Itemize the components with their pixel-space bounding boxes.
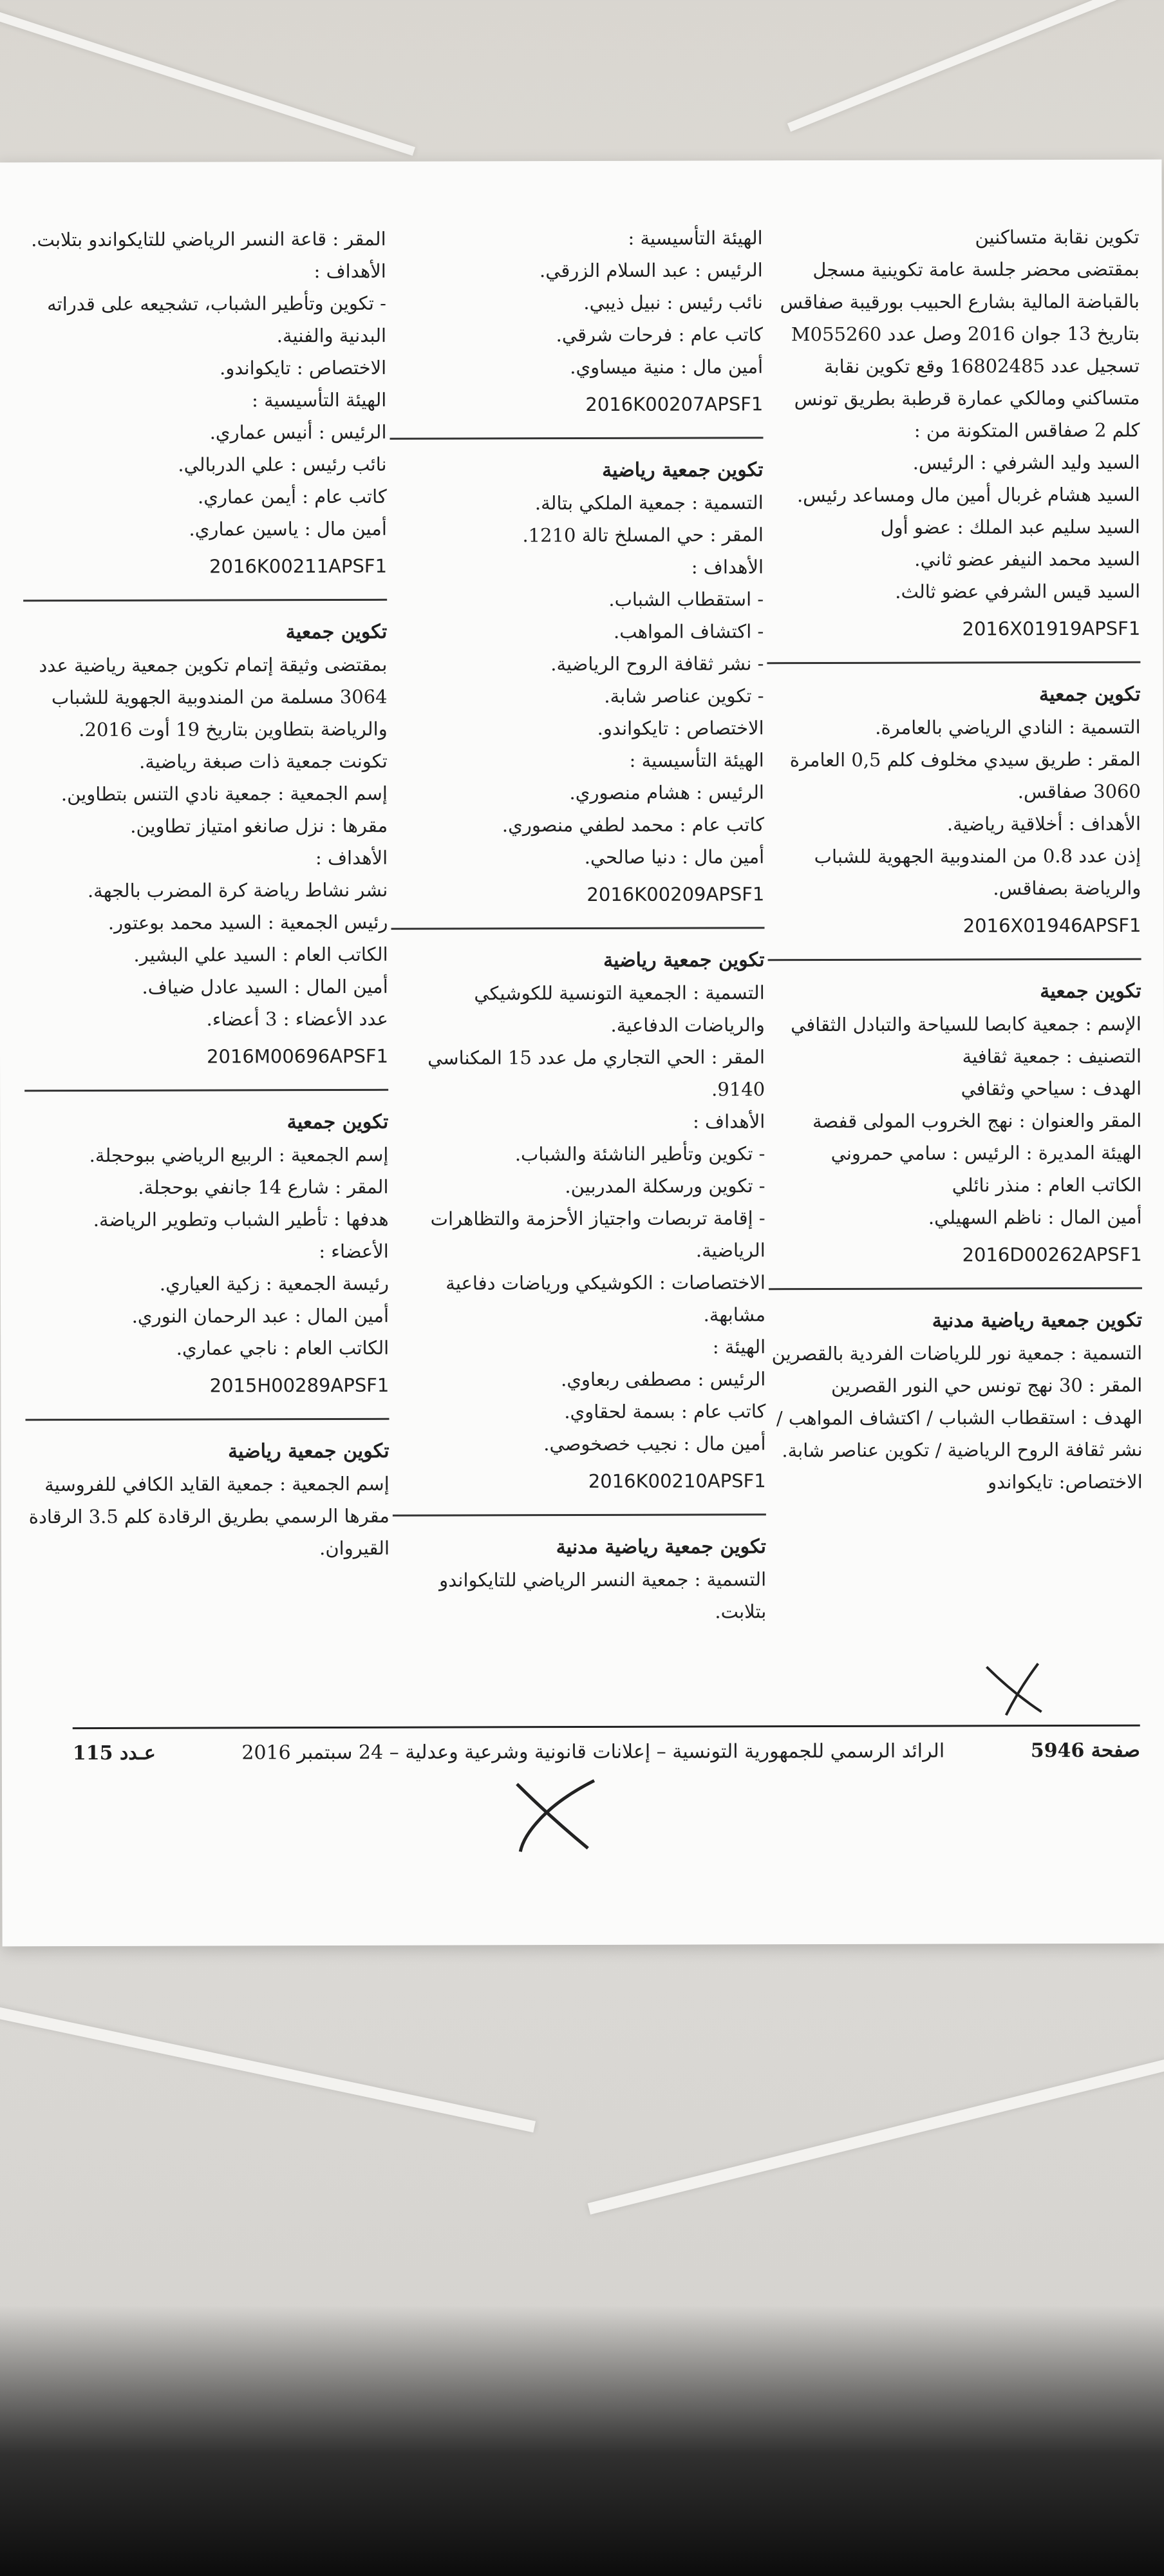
- reference-code: 2016K00211APSF1: [209, 554, 388, 578]
- reference-code: 2016K00210APSF1: [588, 1470, 766, 1492]
- notice-line: بمقتضى وثيقة إتمام تكوين جمعية رياضية عدد 3064 مسلمة من المندوبية الجهوية للشباب والرياضة بتطاوين بتاريخ 19 أوت 2016.: [39, 653, 388, 741]
- notice-line: إسم الجمعية : جمعية نادي التنس بتطاوين.: [61, 782, 388, 806]
- section-divider: [769, 1287, 1142, 1291]
- notice-line: أمين مال : نجيب خصخوصي.: [543, 1432, 766, 1455]
- notice-line: كاتب عام : محمد لطفي منصوري.: [502, 813, 765, 837]
- reference-code: 2016K00209APSF1: [587, 883, 765, 905]
- section-divider: [25, 1418, 389, 1421]
- notice-line: التسمية : جمعية الملكي بتالة.: [534, 491, 764, 515]
- notice-line: نائب رئيس : علي الدربالي.: [178, 453, 387, 476]
- notice-line: هدفها : تأطير الشباب وتطوير الرياضة.: [93, 1208, 389, 1231]
- notice-line: كاتب عام : بسمة لحقاوي.: [564, 1400, 766, 1423]
- notice-line: الرئيس : عبد السلام الزرقي.: [539, 259, 763, 282]
- section-divider: [393, 1513, 766, 1517]
- notice-line: الكاتب العام : منذر نائلي: [952, 1173, 1142, 1197]
- notice-line: السيد قيس الشرفي عضو ثالث.: [895, 580, 1141, 603]
- notice-line: أمين مال : منية ميساوي.: [570, 355, 764, 379]
- notice-line: الهدف : استقطاب الشباب / اكتشاف المواهب / نشر ثقافة الروح الرياضية / تكوين عناصر شابة.: [776, 1406, 1143, 1462]
- notice-line: المقر : الحي التجاري مل عدد 15 المكناسي 9140.: [427, 1046, 765, 1101]
- notice-line: أمين مال : دنيا صالحي.: [584, 846, 765, 868]
- section-divider: [23, 599, 387, 601]
- right-column: [766, 221, 1143, 1499]
- notice-line: عدد الأعضاء : 3 أعضاء.: [206, 1007, 388, 1030]
- notice-line: أمين المال : ناظم السهيلي.: [928, 1206, 1142, 1229]
- notice-line: الهيئة التأسيسية :: [252, 388, 387, 412]
- notice-line: السيد هشام غربال أمين مال ومساعد رئيس.: [796, 483, 1140, 507]
- section-heading: تكوين جمعية رياضية: [227, 1439, 390, 1463]
- notice-line: كاتب عام : فرحات شرقي.: [556, 323, 764, 346]
- notice-line: الهدف : سياحي وثقافي: [961, 1077, 1142, 1100]
- section-divider: [768, 958, 1141, 961]
- notice-line: الهيئة التأسيسية :: [628, 227, 763, 249]
- notice-line: الكاتب العام : السيد علي البشير.: [133, 943, 388, 966]
- notice-line: مقرها : نزل صانغو امتياز تطاوين.: [130, 814, 388, 837]
- notice-line: إذن عدد 0.8 من المندوبية الجهوية للشباب والرياضة بصفاقس.: [814, 844, 1141, 900]
- page-footer: [73, 1731, 1140, 1772]
- notice-line: الأهداف : أخلاقية رياضية.: [946, 812, 1141, 835]
- reference-code: 2016M00696APSF1: [207, 1045, 389, 1068]
- section-heading: تكوين جمعية رياضية مدنية: [932, 1309, 1143, 1332]
- floor-tile: [0, 2001, 536, 2133]
- reference-code: 2016D00262APSF1: [962, 1243, 1142, 1266]
- notice-line: الرئيس : أنيس عماري.: [209, 421, 387, 444]
- notice-line: التسمية : الجمعية التونسية للكوشيكي والرياضات الدفاعية.: [474, 981, 765, 1036]
- journal-title: الرائد الرسمي للجمهورية التونسية – إعلانات قانونية وشرعية وعدلية – 24 سبتمبر 2016: [241, 1739, 945, 1764]
- floor-tile: [0, 8, 415, 156]
- notice-line: - تكوين وتأطير الناشئة والشباب.: [514, 1142, 765, 1166]
- section-heading: تكوين جمعية رياضية: [602, 459, 764, 482]
- notice-line: أمين مال : ياسين عماري.: [189, 517, 387, 540]
- section-heading: تكوين جمعية: [1040, 980, 1141, 1003]
- reference-code: 2016K00207APSF1: [585, 393, 764, 415]
- notice-line: المقر : 30 نهج تونس حي النور القصرين: [831, 1374, 1143, 1397]
- notice-line: - تكوين ورسكلة المدربين.: [565, 1175, 765, 1198]
- section-heading: تكوين جمعية: [286, 1110, 389, 1134]
- notice-line: الكاتب العام : ناجي عماري.: [176, 1336, 390, 1359]
- gazette-page: [0, 160, 1164, 1947]
- notice-line: الأعضاء :: [319, 1240, 389, 1263]
- section-heading: تكوين جمعية: [285, 620, 388, 644]
- section-divider: [390, 437, 763, 440]
- notice-line: الإسم : جمعية كابصا للسياحة والتبادل الثقافي: [791, 1012, 1141, 1036]
- notice-line: - نشر ثقافة الروح الرياضية.: [550, 652, 764, 676]
- notice-line: كاتب عام : أيمن عماري.: [197, 485, 387, 508]
- page-number: صفحة 5946: [1030, 1739, 1140, 1762]
- notice-line: - اكتشاف المواهب.: [613, 620, 764, 643]
- notice-line: الرئيس : مصطفى ربعاوي.: [561, 1368, 766, 1391]
- footer-rule: [73, 1725, 1140, 1729]
- notice-line: إسم الجمعية : الربيع الرياضي ببوحجلة.: [89, 1143, 389, 1167]
- notice-line: المقر : قاعة النسر الرياضي للتايكواندو بتلابت.: [31, 227, 386, 251]
- notice-line: الهيئة المديرة : الرئيس : سامي حمروني: [831, 1141, 1142, 1164]
- notice-line: السيد وليد الشرفي : الرئيس.: [912, 451, 1140, 474]
- notice-line: نشر نشاط رياضة كرة المضرب بالجهة.: [87, 878, 388, 902]
- handwritten-x-mark: [504, 1771, 601, 1855]
- notice-line: - استقطاب الشباب.: [608, 588, 764, 611]
- issue-number: عـدد 115: [72, 1741, 156, 1765]
- notice-line: - تكوين عناصر شابة.: [604, 685, 764, 707]
- notice-line: المقر : شارع 14 جانفي بوحجلة.: [138, 1175, 389, 1198]
- notice-line: الأهداف :: [314, 260, 386, 283]
- section-heading: تكوين جمعية رياضية: [603, 949, 765, 972]
- notice-line: التسمية : جمعية نور للرياضات الفردية بالقصرين: [771, 1341, 1143, 1365]
- notice-line: التسمية : النادي الرياضي بالعامرة.: [875, 715, 1141, 739]
- notice-line: أمين المال : عبد الرحمان النوري.: [131, 1304, 390, 1327]
- section-heading: تكوين جمعية: [1038, 683, 1141, 706]
- notice-line: الأهداف :: [693, 1110, 765, 1133]
- notice-line: المقر : حي المسلخ تالة 1210.: [522, 524, 764, 547]
- notice-line: السيد سليم عبد الملك : عضو أول: [880, 515, 1140, 538]
- notice-line: الاختصاص : تايكواندو.: [220, 356, 387, 379]
- notice-line: رئيس الجمعية : السيد محمد بوعتور.: [108, 911, 388, 934]
- notice-line: نائب رئيس : نبيل ذيبي.: [583, 291, 763, 314]
- notice-line: الاختصاص : تايكواندو.: [597, 717, 764, 739]
- notice-line: المقر والعنوان : نهج الخروب المولى قفصة: [812, 1109, 1142, 1133]
- notice-line: رئيسة الجمعية : زكية العياري.: [159, 1272, 389, 1295]
- notice-line: الرئيس : هشام منصوري.: [569, 781, 764, 804]
- notice-line: مقرها الرسمي بطريق الرقادة كلم 3.5 الرقادة القيروان.: [28, 1504, 390, 1560]
- notice-line: بمقتضى محضر جلسة عامة تكوينية مسجل بالقباضة المالية بشارع الحبيب بورقيبة صفاقس بتاريخ 13 جوان 2016 وصل عدد M055260 تسجيل عدد 16802485 وقع تكوين نقابة متساكني ومالكي عمارة قرطبة بطريق تونس كلم 2 صفاقس المتكونة من :: [780, 258, 1140, 442]
- floor-shadow: [0, 2306, 1164, 2576]
- floor-tile: [787, 0, 1164, 132]
- notice-line: الهيئة التأسيسية :: [629, 749, 764, 772]
- reference-code: 2015H00289APSF1: [209, 1374, 390, 1397]
- notice-line: المقر : طريق سيدي مخلوف كلم 0,5 العامرة 3060 صفاقس.: [789, 748, 1141, 803]
- notice-line: التسمية : جمعية النسر الرياضي للتايكواندو بتلابت.: [439, 1568, 767, 1623]
- section-heading: تكوين جمعية رياضية مدنية: [556, 1535, 767, 1559]
- notice-line: الاختصاصات : الكوشيكي ورياضات دفاعية مشابهة.: [446, 1271, 766, 1326]
- notice-line: التصنيف : جمعية ثقافية: [962, 1045, 1142, 1068]
- notice-line: أمين المال : السيد عادل ضياف.: [142, 975, 388, 998]
- notice-line: الأهداف :: [691, 556, 764, 578]
- floor-tile: [588, 2047, 1164, 2214]
- reference-code: 2016X01946APSF1: [962, 914, 1141, 937]
- section-divider: [767, 661, 1140, 665]
- notice-line: الهيئة :: [712, 1336, 766, 1358]
- notice-line: - إقامة تربصات واجتياز الأحزمة والتظاهرات الرياضية.: [430, 1207, 765, 1262]
- middle-column: [390, 222, 767, 1629]
- notice-line: تكونت جمعية ذات صبغة رياضية.: [139, 750, 388, 773]
- section-divider: [24, 1089, 388, 1092]
- handwritten-x-mark: [980, 1660, 1051, 1718]
- reference-code: 2016X01919APSF1: [962, 617, 1141, 640]
- notice-line: الاختصاص: تايكواندو: [988, 1470, 1143, 1493]
- notice-line: - تكوين وتأطير الشباب، تشجيعه على قدراته البدنية والفنية.: [47, 292, 387, 347]
- notice-line: السيد محمد النيفر عضو ثاني.: [914, 547, 1141, 571]
- notice-line: الأهداف :: [315, 846, 388, 869]
- left-column: [23, 223, 390, 1565]
- notice-line: تكوين نقابة متساكنين: [975, 225, 1140, 249]
- section-divider: [391, 927, 764, 930]
- notice-line: إسم الجمعية : جمعية القايد الكافي للفروسية: [44, 1472, 390, 1496]
